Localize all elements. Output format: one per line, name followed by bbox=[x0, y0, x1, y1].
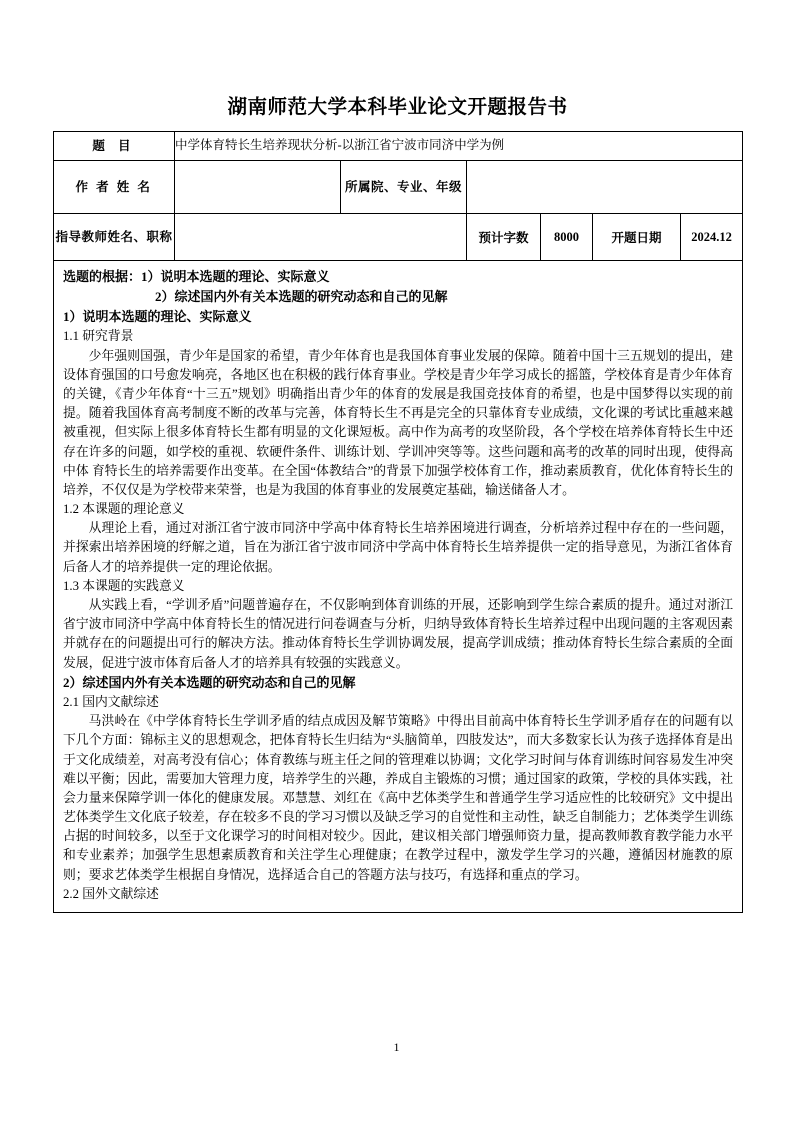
label-college-major-grade: 所属院、专业、年级 bbox=[341, 161, 467, 214]
subsection-2-1-paragraph: 马洪岭在《中学体育特长生学训矛盾的结点成因及解节策略》中得出目前高中体育特长生学训矛盾存在的问题有以下几个方面：锦标主义的思想观念，把体育特长生归结为“头脑简单，四肢发达”，而大多数家长认为孩子选择体育是出于文化成绩差，对高考没有信心；体育教练与班主任之间的管理难以协调；文化学习时间与体育训练时间容易发生冲突难以平衡；因此，需要加大管理力度，培养学生的兴趣，养成自主锻炼的习惯；通过国家的政策，学校的具体实践，社会力量来保障学训一体化的健康发展。邓慧慧、刘红在《高中艺体类学生和普通学生学习适应性的比较研究》文中提出艺体类学生文化底子较差，存在较多不良的学习习惯以及缺乏学习的自觉性和主动性，缺乏自制能力；艺体类学生训练占据的时间较多，以至于文化课学习的时间相对较少。因此，建议相关部门增强师资力量，提高教师教育教学能力水平和专业素养；加强学生思想素质教育和关注学生心理健康；在教学过程中，激发学生学习的兴趣，遵循因材施教的原则；要求艺体类学生根据自身情况，选择适合自己的答题方法与技巧，有选择和重点的学习。 bbox=[63, 714, 734, 882]
page-title: 湖南师范大学本科毕业论文开题报告书 bbox=[227, 97, 568, 118]
basis-heading-line-2: 2）综述国内外有关本选题的研究动态和自己的见解 bbox=[155, 289, 448, 305]
value-college-major-grade[interactable] bbox=[467, 161, 743, 214]
subsection-1-1-paragraph: 少年强则国强，青少年是国家的希望，青少年体育也是我国体育事业发展的保障。随着中国十三五规划的提出，建设体育强国的口号愈发响亮，各地区也在积极的践行体育事业。学校是青少年学习成长的摇篮，学校体育是青少年体育的关键，《青少年体育“十三五”规划》明确指出青少年的体育的发展是我国竞技体育的希望，也是中国梦得以实现的前提。随着我国体育高考制度不断的改革与完善，体育特长生不再是完全的只靠体育专业成绩，文化课的考试比重越来越被重视，但实际上很多体育特长生都有明显的文化课短板。高中作为高考的攻坚阶段，各个学校在培养体育特长生中还存在许多的问题，如学校的重视、软硬件条件、训练计划、学训冲突等等。这些问题和高考的改革的同时出现，使得高中体 育特长生的培养需要作出变革。在全国“体教结合”的背景下加强学校体育工作，推动素质教育，优化体育特长生的培养，不仅仅是为学校带来荣誉，也是为我国的体育事业的发展奠定基础，输送储备人才。 bbox=[63, 348, 734, 497]
value-word-count[interactable]: 8000 bbox=[541, 214, 593, 261]
subsection-1-3-heading: 1.3 本课题的实践意义 bbox=[63, 578, 185, 593]
label-word-count: 预计字数 bbox=[467, 214, 541, 261]
subsection-1-1-heading: 1.1 研究背景 bbox=[63, 329, 134, 344]
label-title: 题 目 bbox=[54, 132, 175, 161]
label-author-name: 作 者 姓 名 bbox=[54, 161, 175, 214]
value-title[interactable]: 中学体育特长生培养现状分析-以浙江省宁波市同济中学为例 bbox=[175, 132, 743, 161]
subsection-2-1-heading: 2.1 国内文献综述 bbox=[63, 694, 159, 709]
subsection-1-2-heading: 1.2 本课题的理论意义 bbox=[63, 502, 185, 517]
section-1-heading: 1）说明本选题的理论、实际意义 bbox=[63, 309, 252, 325]
subsection-1-2-paragraph: 从理论上看，通过对浙江省宁波市同济中学高中体育特长生培养困境进行调查，分析培养过程中存在的一些问题，并探索出培养困境的纾解之道，旨在为浙江省宁波市同济中学高中体育特长生培养提供一定的指导意见，为浙江省体育后备人才的培养提供一定的理论依据。 bbox=[63, 521, 734, 574]
proposal-body bbox=[63, 267, 733, 904]
label-start-date: 开题日期 bbox=[593, 214, 681, 261]
table-row-advisor bbox=[54, 214, 743, 261]
table-row-title bbox=[54, 132, 743, 161]
value-author-name[interactable] bbox=[175, 161, 341, 214]
proposal-body-cell bbox=[54, 261, 743, 913]
page-number: 1 bbox=[393, 1040, 400, 1054]
table-row-author bbox=[54, 161, 743, 214]
table-row-body bbox=[54, 261, 743, 913]
value-advisor-name-title[interactable] bbox=[175, 214, 467, 261]
value-start-date[interactable]: 2024.12 bbox=[681, 214, 743, 261]
subsection-1-3-paragraph: 从实践上看，“学训矛盾”问题普遍存在，不仅影响到体育训练的开展，还影响到学生综合素质的提升。通过对浙江省宁波市同济中学高中体育特长生的情况进行问卷调查与分析，归纳导致体育特长生培养过程中出现问题的主客观因素并就存在的问题提出可行的解决方法。推动体育特长生学训协调发展，提高学训成绩；推动体育特长生综合素质的全面发展，促进宁波市体育后备人才的培养具有较强的实践意义。 bbox=[63, 598, 734, 670]
basis-heading-line-1: 选题的根据：1）说明本选题的理论、实际意义 bbox=[63, 269, 330, 284]
proposal-form-table bbox=[53, 131, 743, 913]
label-advisor-name-title: 指导教师姓名、职称 bbox=[54, 214, 175, 261]
subsection-2-2-heading: 2.2 国外文献综述 bbox=[63, 886, 159, 901]
section-2-heading: 2）综述国内外有关本选题的研究动态和自己的见解 bbox=[63, 674, 356, 690]
